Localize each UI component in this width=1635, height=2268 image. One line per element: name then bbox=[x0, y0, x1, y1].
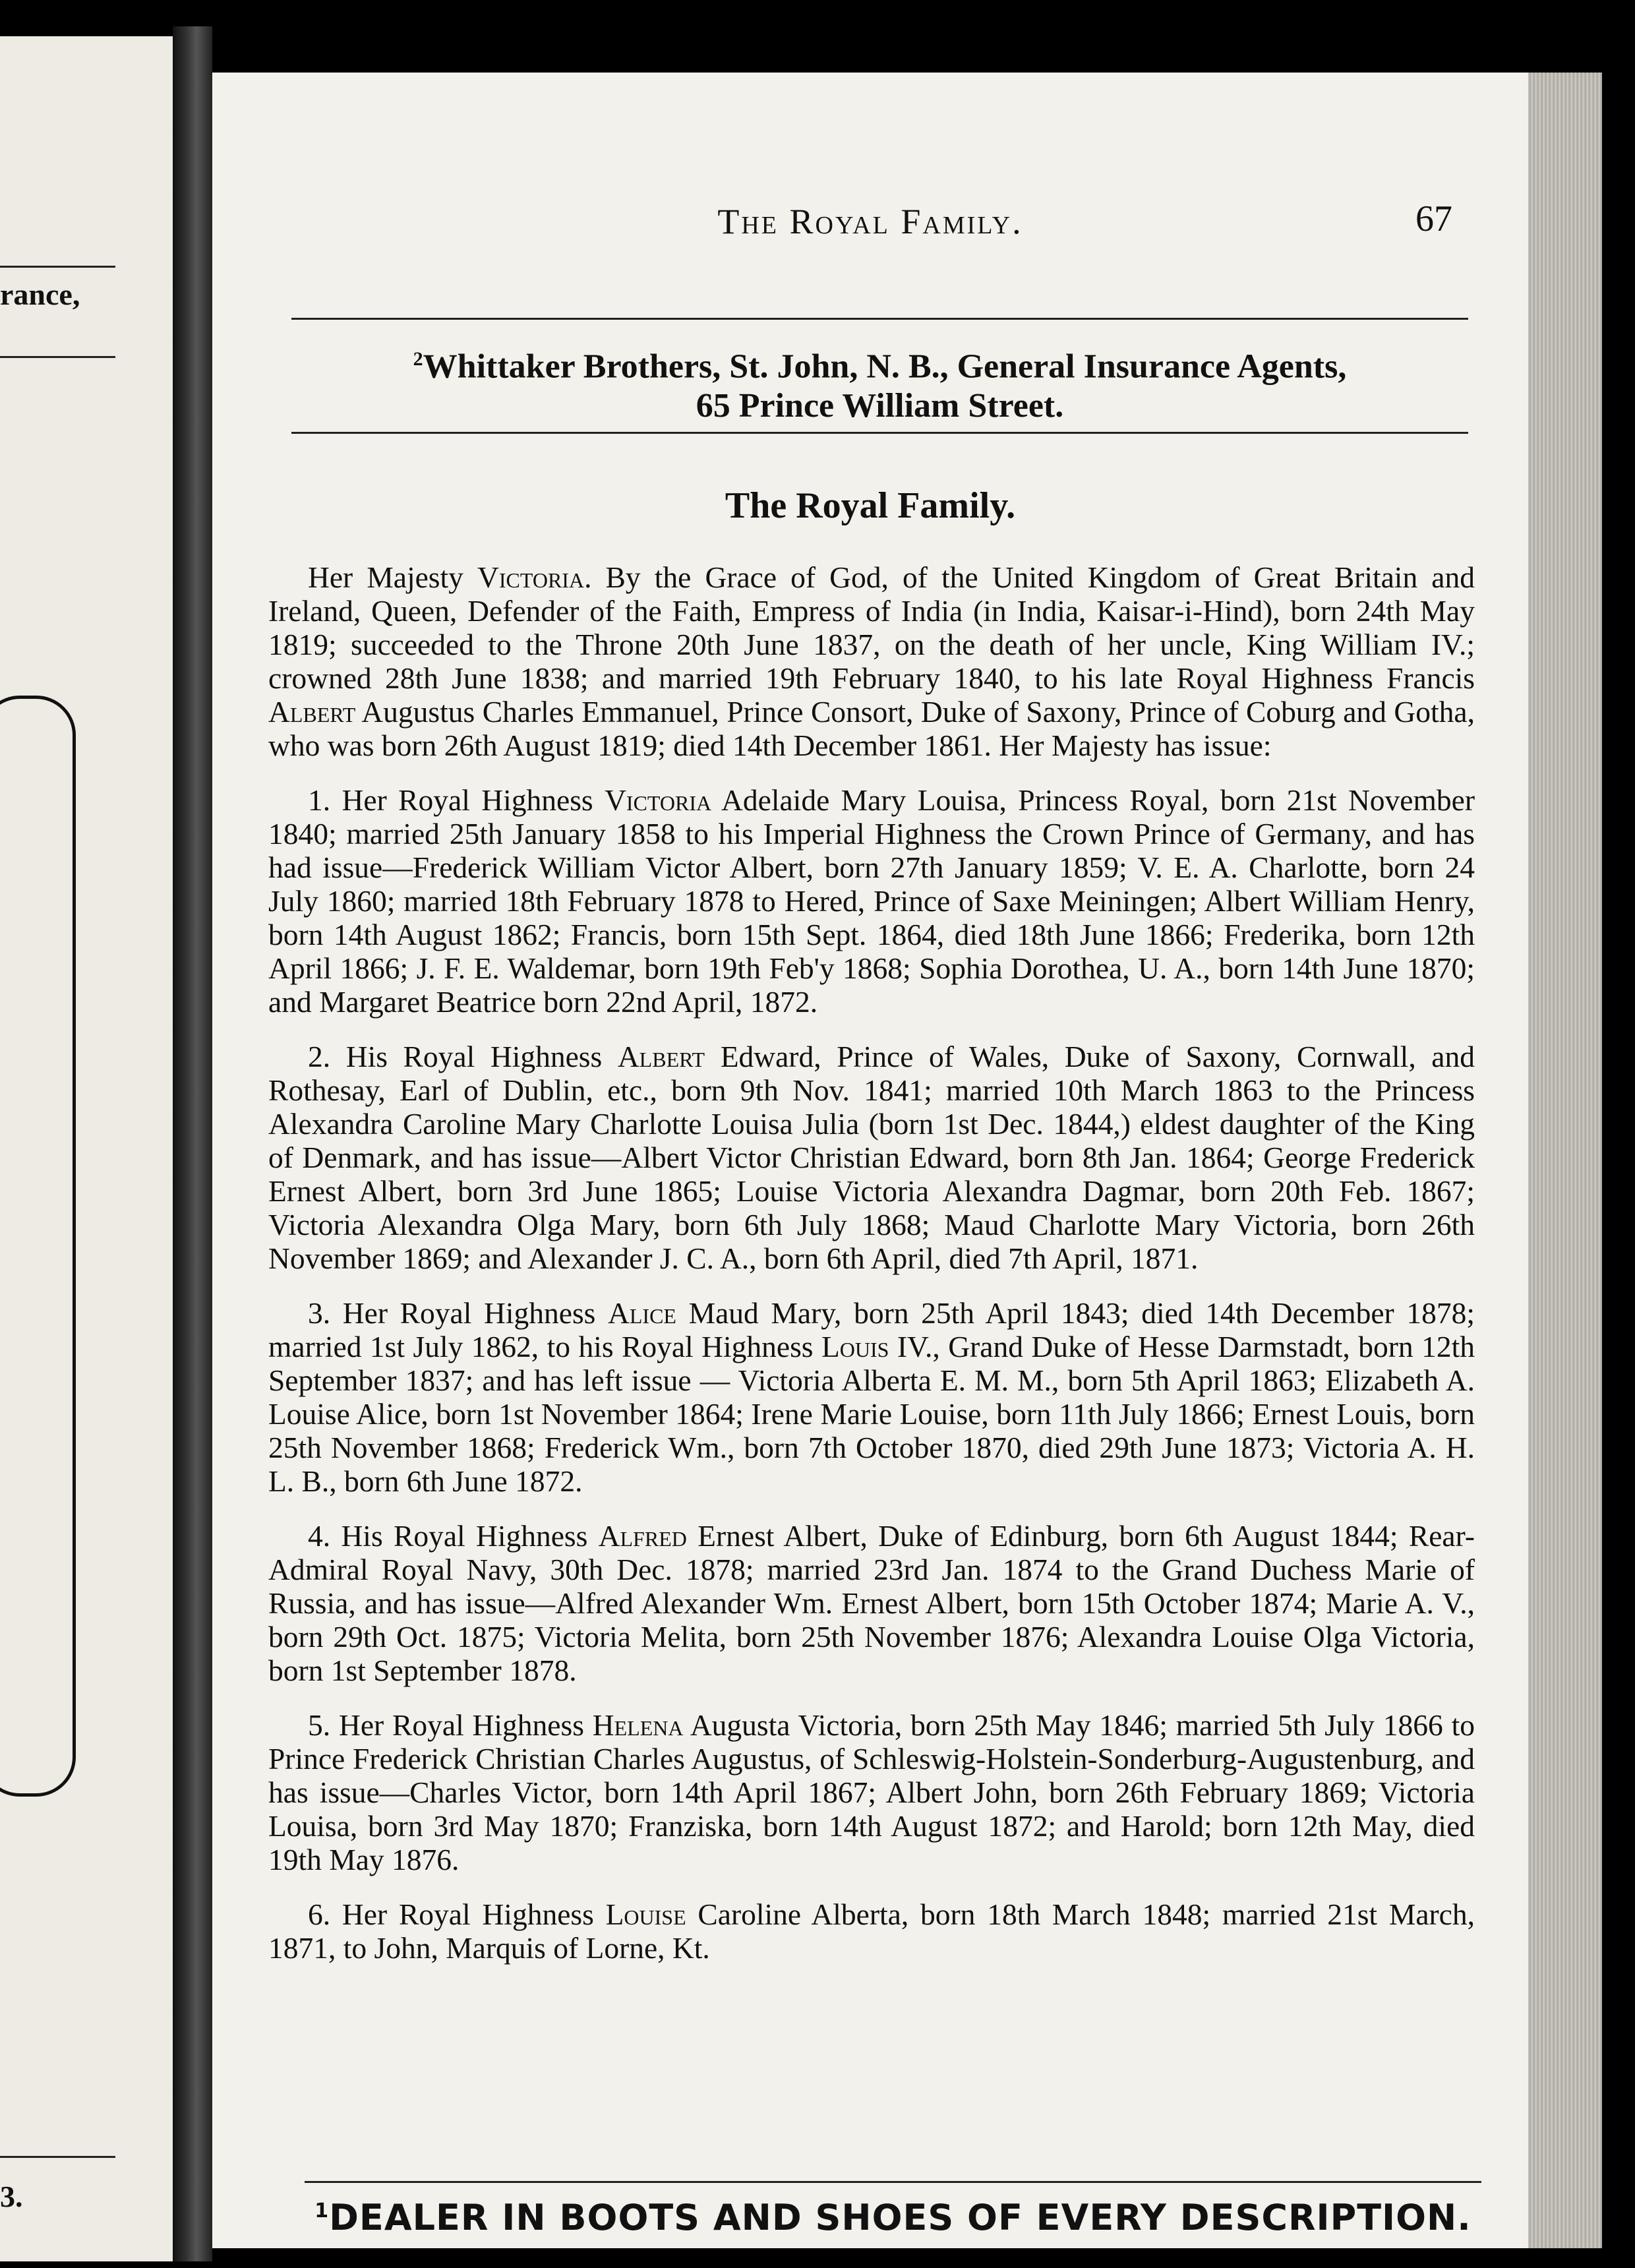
entry-lead: 1. Her Royal Highness bbox=[308, 783, 605, 817]
section-title: The Royal Family. bbox=[725, 485, 1016, 526]
entry-text: Maud Mary, born 25th April 1843; died 14th December 1878; married 1st July 1862, to his Royal Highness bbox=[268, 1296, 1475, 1363]
entry-paragraph bbox=[268, 1708, 1475, 1876]
left-page-rule bbox=[0, 266, 115, 268]
entry-text: Ernest Albert, Duke of Edinburg, born 6th August 1844; Rear-Admiral Royal Navy, 30th Dec. 1878; married 23rd Jan. 1874 to the Grand Duchess Marie of Russia, and has issue—Alfred Alexander Wm. Ernest Albert, born 15th October 1874; Marie A. V., born 29th Oct. 1875; Victoria Melita, born 25th November 1876; Alexandra Louise Olga Victoria, born 1st September 1878. bbox=[268, 1519, 1475, 1687]
entry-name-2: Louis bbox=[821, 1330, 889, 1363]
intro-text: . By the Grace of God, of the United Kingdom of Great Britain and Ireland, Queen, Defender of the Faith, Empress of India (in India, Kaisar-i-Hind), born 24th May 1819; succeeded to the Throne 20th June 1837, on the death of her uncle, King William IV.; crowned 28th June 1838; and married 19th February 1840, to his late Royal Highness Francis bbox=[268, 560, 1475, 695]
header-rule bbox=[291, 318, 1468, 320]
advertisement-rule bbox=[291, 432, 1468, 434]
left-page-rule bbox=[0, 356, 115, 358]
entry-lead: 6. Her Royal Highness bbox=[308, 1897, 606, 1931]
entry-text: Augusta Victoria, born 25th May 1846; married 5th July 1866 to Prince Frederick Christian Charles Augustus, of Schleswig-Holstein-Sonderburg-Augustenburg, and has issue—Charles Victor, born 14th April 1867; Albert John, born 26th February 1869; Victoria Louisa, born 3rd May 1870; Franziska, born 14th August 1872; and Harold; born 12th May, died 19th May 1876. bbox=[268, 1708, 1475, 1876]
entry-paragraph bbox=[268, 1296, 1475, 1498]
page-edges bbox=[1528, 73, 1602, 2248]
entry-paragraph bbox=[268, 1040, 1475, 1275]
entry-lead: 3. Her Royal Highness bbox=[308, 1296, 609, 1330]
entry-text: Edward, Prince of Wales, Duke of Saxony, Cornwall, and Rothesay, Earl of Dublin, etc., born 9th Nov. 1841; married 10th March 1863 to the Princess Alexandra Caroline Mary Charlotte Louisa Julia (born 1st Dec. 1844,) eldest daughter of the King of Denmark, and has issue—Albert Victor Christian Edward, born 8th Jan. 1864; George Frederick Ernest Albert, born 3rd June 1865; Louise Victoria Alexandra Dagmar, born 20th Feb. 1867; Victoria Alexandra Olga Mary, born 6th July 1868; Maud Charlotte Mary Victoria, born 26th November 1869; and Alexander J. C. A., born 6th April, died 7th April, 1871. bbox=[268, 1040, 1475, 1275]
entry-name: Alice bbox=[608, 1296, 676, 1330]
intro-name-2: Albert bbox=[268, 695, 356, 729]
body-text bbox=[268, 560, 1475, 1986]
left-page-ad-border bbox=[0, 696, 76, 1797]
entry-lead: 5. Her Royal Highness bbox=[308, 1708, 593, 1742]
left-page-fragment-top: rance, bbox=[0, 278, 80, 311]
intro-text-2: Augustus Charles Emmanuel, Prince Consort, Duke of Saxony, Prince of Coburg and Gotha, who was born 26th August 1819; died 14th December 1861. Her Majesty has issue: bbox=[268, 695, 1475, 762]
advertisement-top bbox=[291, 340, 1468, 426]
entry-name: Helena bbox=[592, 1708, 684, 1742]
entry-lead: 4. His Royal Highness bbox=[308, 1519, 599, 1553]
entry-name: Alfred bbox=[598, 1519, 687, 1553]
book-page bbox=[212, 73, 1528, 2248]
entry-text-2: IV., Grand Duke of Hesse Darmstadt, born 12th September 1837; and has left issue — Victoria Alberta E. M. M., born 5th April 1863; Elizabeth A. Louise Alice, born 1st November 1864; Irene Marie Louise, born 11th July 1866; Ernest Louis, born 25th November 1868; Frederick Wm., born 7th October 1870, died 29th June 1873; Victoria A. H. L. B., born 6th June 1872. bbox=[268, 1330, 1475, 1498]
advertisement-bottom-text: DEALER IN BOOTS AND SHOES OF EVERY DESCRIPTION. bbox=[329, 2197, 1472, 2238]
footer-rule bbox=[305, 2181, 1481, 2183]
advertisement-top-line2: 65 Prince William Street. bbox=[696, 387, 1064, 425]
advertisement-top-text: Whittaker Brothers, St. John, N. B., General Insurance Agents, bbox=[423, 347, 1347, 386]
left-facing-page bbox=[0, 36, 173, 2261]
entry-name: Louise bbox=[605, 1897, 686, 1931]
advertisement-top-line1 bbox=[291, 340, 1468, 386]
intro-name: Victoria bbox=[477, 560, 585, 594]
entry-lead: 2. His Royal Highness bbox=[308, 1040, 618, 1073]
book-gutter bbox=[173, 26, 212, 2261]
page-number: 67 bbox=[1415, 198, 1452, 239]
running-head: The Royal Family. bbox=[717, 202, 1023, 241]
entry-name: Victoria bbox=[605, 783, 712, 817]
entry-name: Albert bbox=[617, 1040, 705, 1073]
intro-lead: Her Majesty bbox=[308, 560, 478, 594]
entry-paragraph bbox=[268, 1519, 1475, 1687]
advertisement-bottom bbox=[305, 2197, 1481, 2238]
footnote-marker: 1 bbox=[314, 2199, 330, 2223]
footnote-marker: 2 bbox=[413, 348, 423, 370]
entry-text: Caroline Alberta, born 18th March 1848; married 21st March, 1871, to John, Marquis of Lorne, Kt. bbox=[268, 1897, 1475, 1965]
entry-paragraph bbox=[268, 1897, 1475, 1965]
left-page-rule bbox=[0, 2156, 115, 2158]
entry-paragraph bbox=[268, 783, 1475, 1019]
entry-text: Adelaide Mary Louisa, Princess Royal, born 21st November 1840; married 25th January 1858 to his Imperial Highness the Crown Prince of Germany, and has had issue—Frederick William Victor Albert, born 27th January 1859; V. E. A. Charlotte, born 24 July 1860; married 18th February 1878 to Hered, Prince of Saxe Meiningen; Albert William Henry, born 14th August 1862; Francis, born 15th Sept. 1864, died 18th June 1866; Frederika, born 12th April 1866; J. F. E. Waldemar, born 19th Feb'y 1868; Sophia Dorothea, U. A., born 14th June 1870; and Margaret Beatrice born 22nd April, 1872. bbox=[268, 783, 1475, 1019]
intro-paragraph bbox=[268, 560, 1475, 762]
left-page-fragment-bottom: 3. bbox=[0, 2180, 23, 2213]
